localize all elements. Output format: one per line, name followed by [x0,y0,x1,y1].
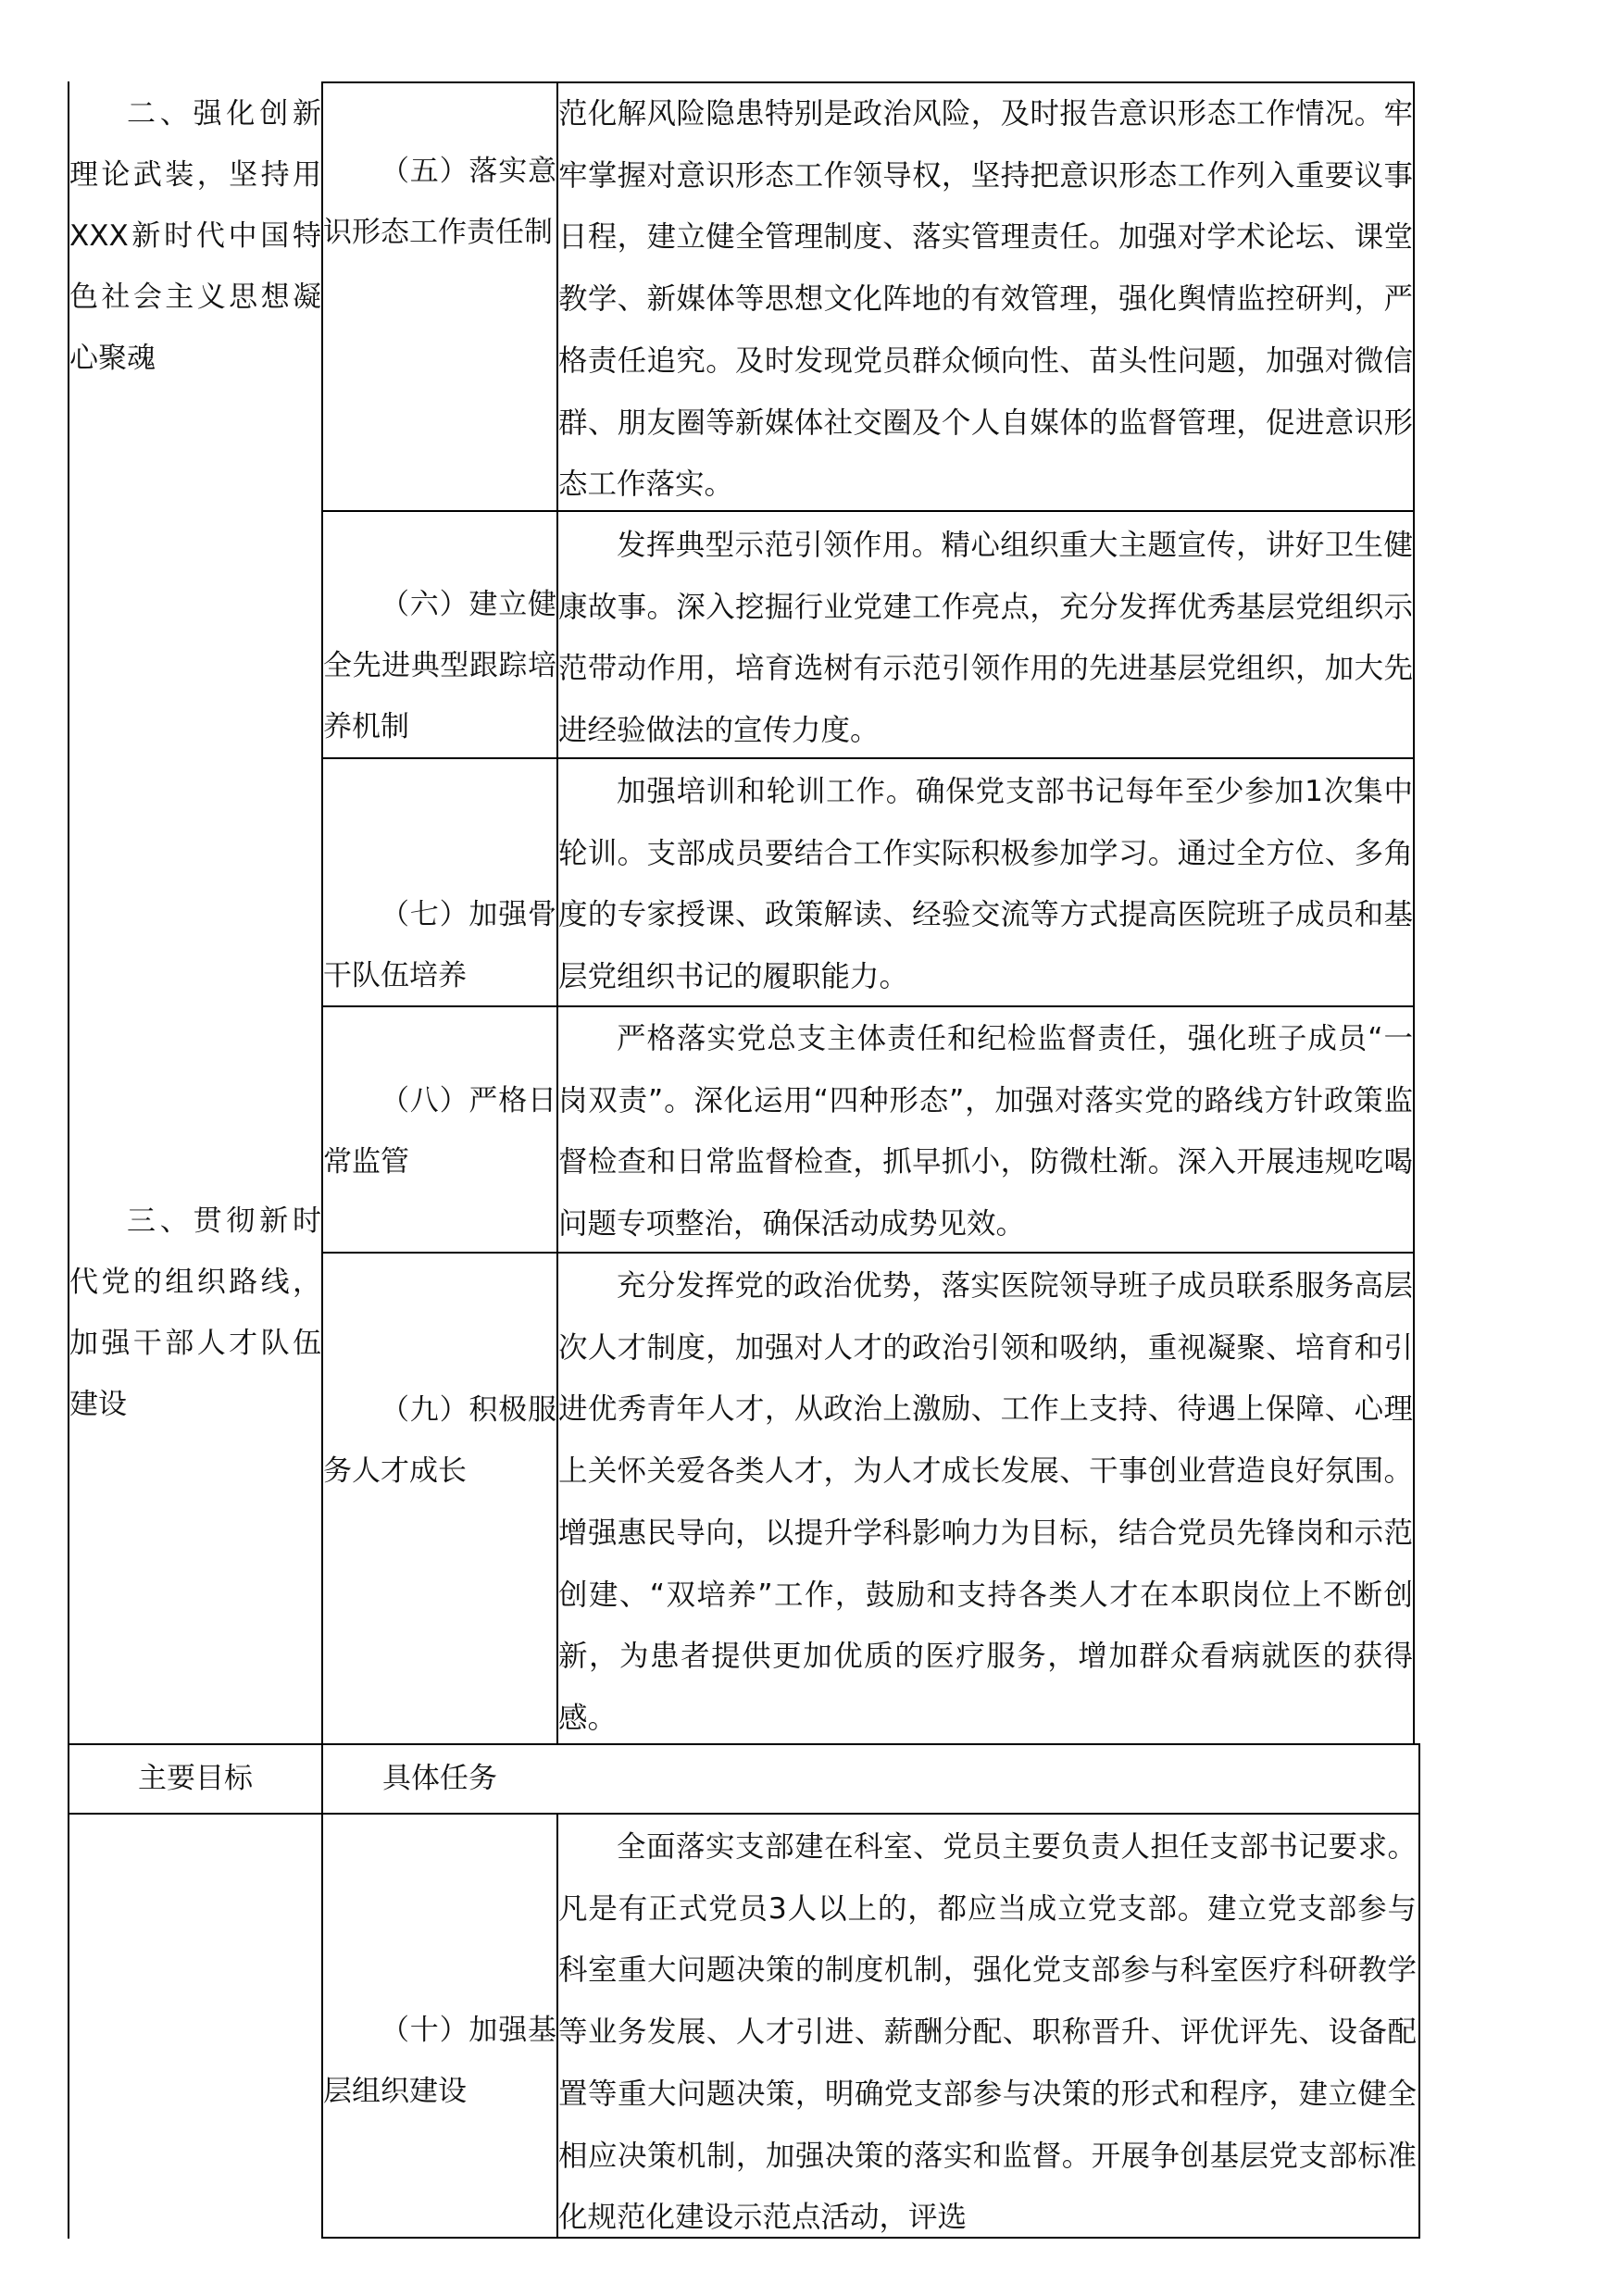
header-task-label: 具体任务 [382,1762,497,1795]
task-content-cell: 范化解风险隐患特别是政治风险，及时报告意识形态工作情况。牢牢掌握对意识形态工作领导权，坚持把意识形态工作列入重要议事日程，建立健全管理制度、落实管理责任。加强对学术论坛、课堂教学、新媒体等思想文化阵地的有效管理，强化舆情监控研判，严格责任追究。及时发现党员群众倾向性、苗头性问题，加强对微信群、朋友圈等新媒体社交圈及个人自媒体的监督管理，促进意识形态工作落实。 [558,97,1413,502]
table-border-right-lower [1418,1743,1420,2239]
table-border-right-upper [1413,81,1415,1743]
goal-cell: 二、强化创新理论武装，坚持用XXX新时代中国特色社会主义思想凝心聚魂 [69,97,321,375]
header-bottom-border [68,1813,1420,1815]
task-content-cell: 全面落实支部建在科室、党员主要负责人担任支部书记要求。凡是有正式党员3人以上的，都应当成立党支部。建立党支部参与科室重大问题决策的制度机制，强化党支部参与科室医疗科研教学等业务发展、人才引进、薪酬分配、职称晋升、评优评先、设备配置等重大问题决策，明确党支部参与决策的形式和程序，建立健全相应决策机制，加强决策的落实和监督。开展争创基层党支部标准化规范化建设示范点活动，评选 [558,1830,1417,2235]
task-item-cell: （八）严格日常监管 [323,1084,556,1179]
task-item-cell: （九）积极服务人才成长 [323,1393,556,1488]
task-content-cell: 加强培训和轮训工作。确保党支部书记每年至少参加1次集中轮训。支部成员要结合工作实际积极参加学习。通过全方位、多角度的专家授课、政策解读、经验交流等方式提高医院班子成员和基层党组织书记的履职能力。 [558,775,1413,994]
goal-cell: 三、贯彻新时代党的组织路线，加强干部人才队伍建设 [69,1204,321,1421]
task-content-cell: 严格落实党总支主体责任和纪检监督责任，强化班子成员“一岗双责”。深化运用“四种形态”，加强对落实党的路线方针政策监督检查和日常监督检查，抓早抓小，防微杜渐。深入开展违规吃喝问题专项整治，确保活动成势见效。 [558,1022,1413,1242]
header-goal-label: 主要目标 [138,1762,253,1795]
table-bottom-border [321,2237,1420,2239]
task-content-cell: 发挥典型示范引领作用。精心组织重大主题宣传，讲好卫生健康故事。深入挖掘行业党建工作亮点，充分发挥优秀基层党组织示范带动作用，培育选树有示范引领作用的先进基层党组织，加大先进经验做法的宣传力度。 [558,529,1413,748]
task-content-cell: 充分发挥党的政治优势，落实医院领导班子成员联系服务高层次人才制度，加强对人才的政治引领和吸纳，重视凝聚、培育和引进优秀青年人才，从政治上激励、工作上支持、待遇上保障、心理上关怀关爱各类人才，为人才成长发展、干事创业营造良好氛围。增强惠民导向，以提升学科影响力为目标，结合党员先锋岗和示范创建、“双培养”工作，鼓励和支持各类人才在本职岗位上不断创新，为患者提供更加优质的医疗服务，增加群众看病就医的获得感。 [558,1269,1413,1735]
table-border-left [68,81,69,2239]
task-item-cell: （十）加强基层组织建设 [323,2014,556,2108]
task-item-cell: （五）落实意识形态工作责任制 [323,155,556,249]
task-item-cell: （七）加强骨干队伍培养 [323,898,556,992]
task-item-cell: （六）建立健全先进典型跟踪培养机制 [323,588,556,743]
